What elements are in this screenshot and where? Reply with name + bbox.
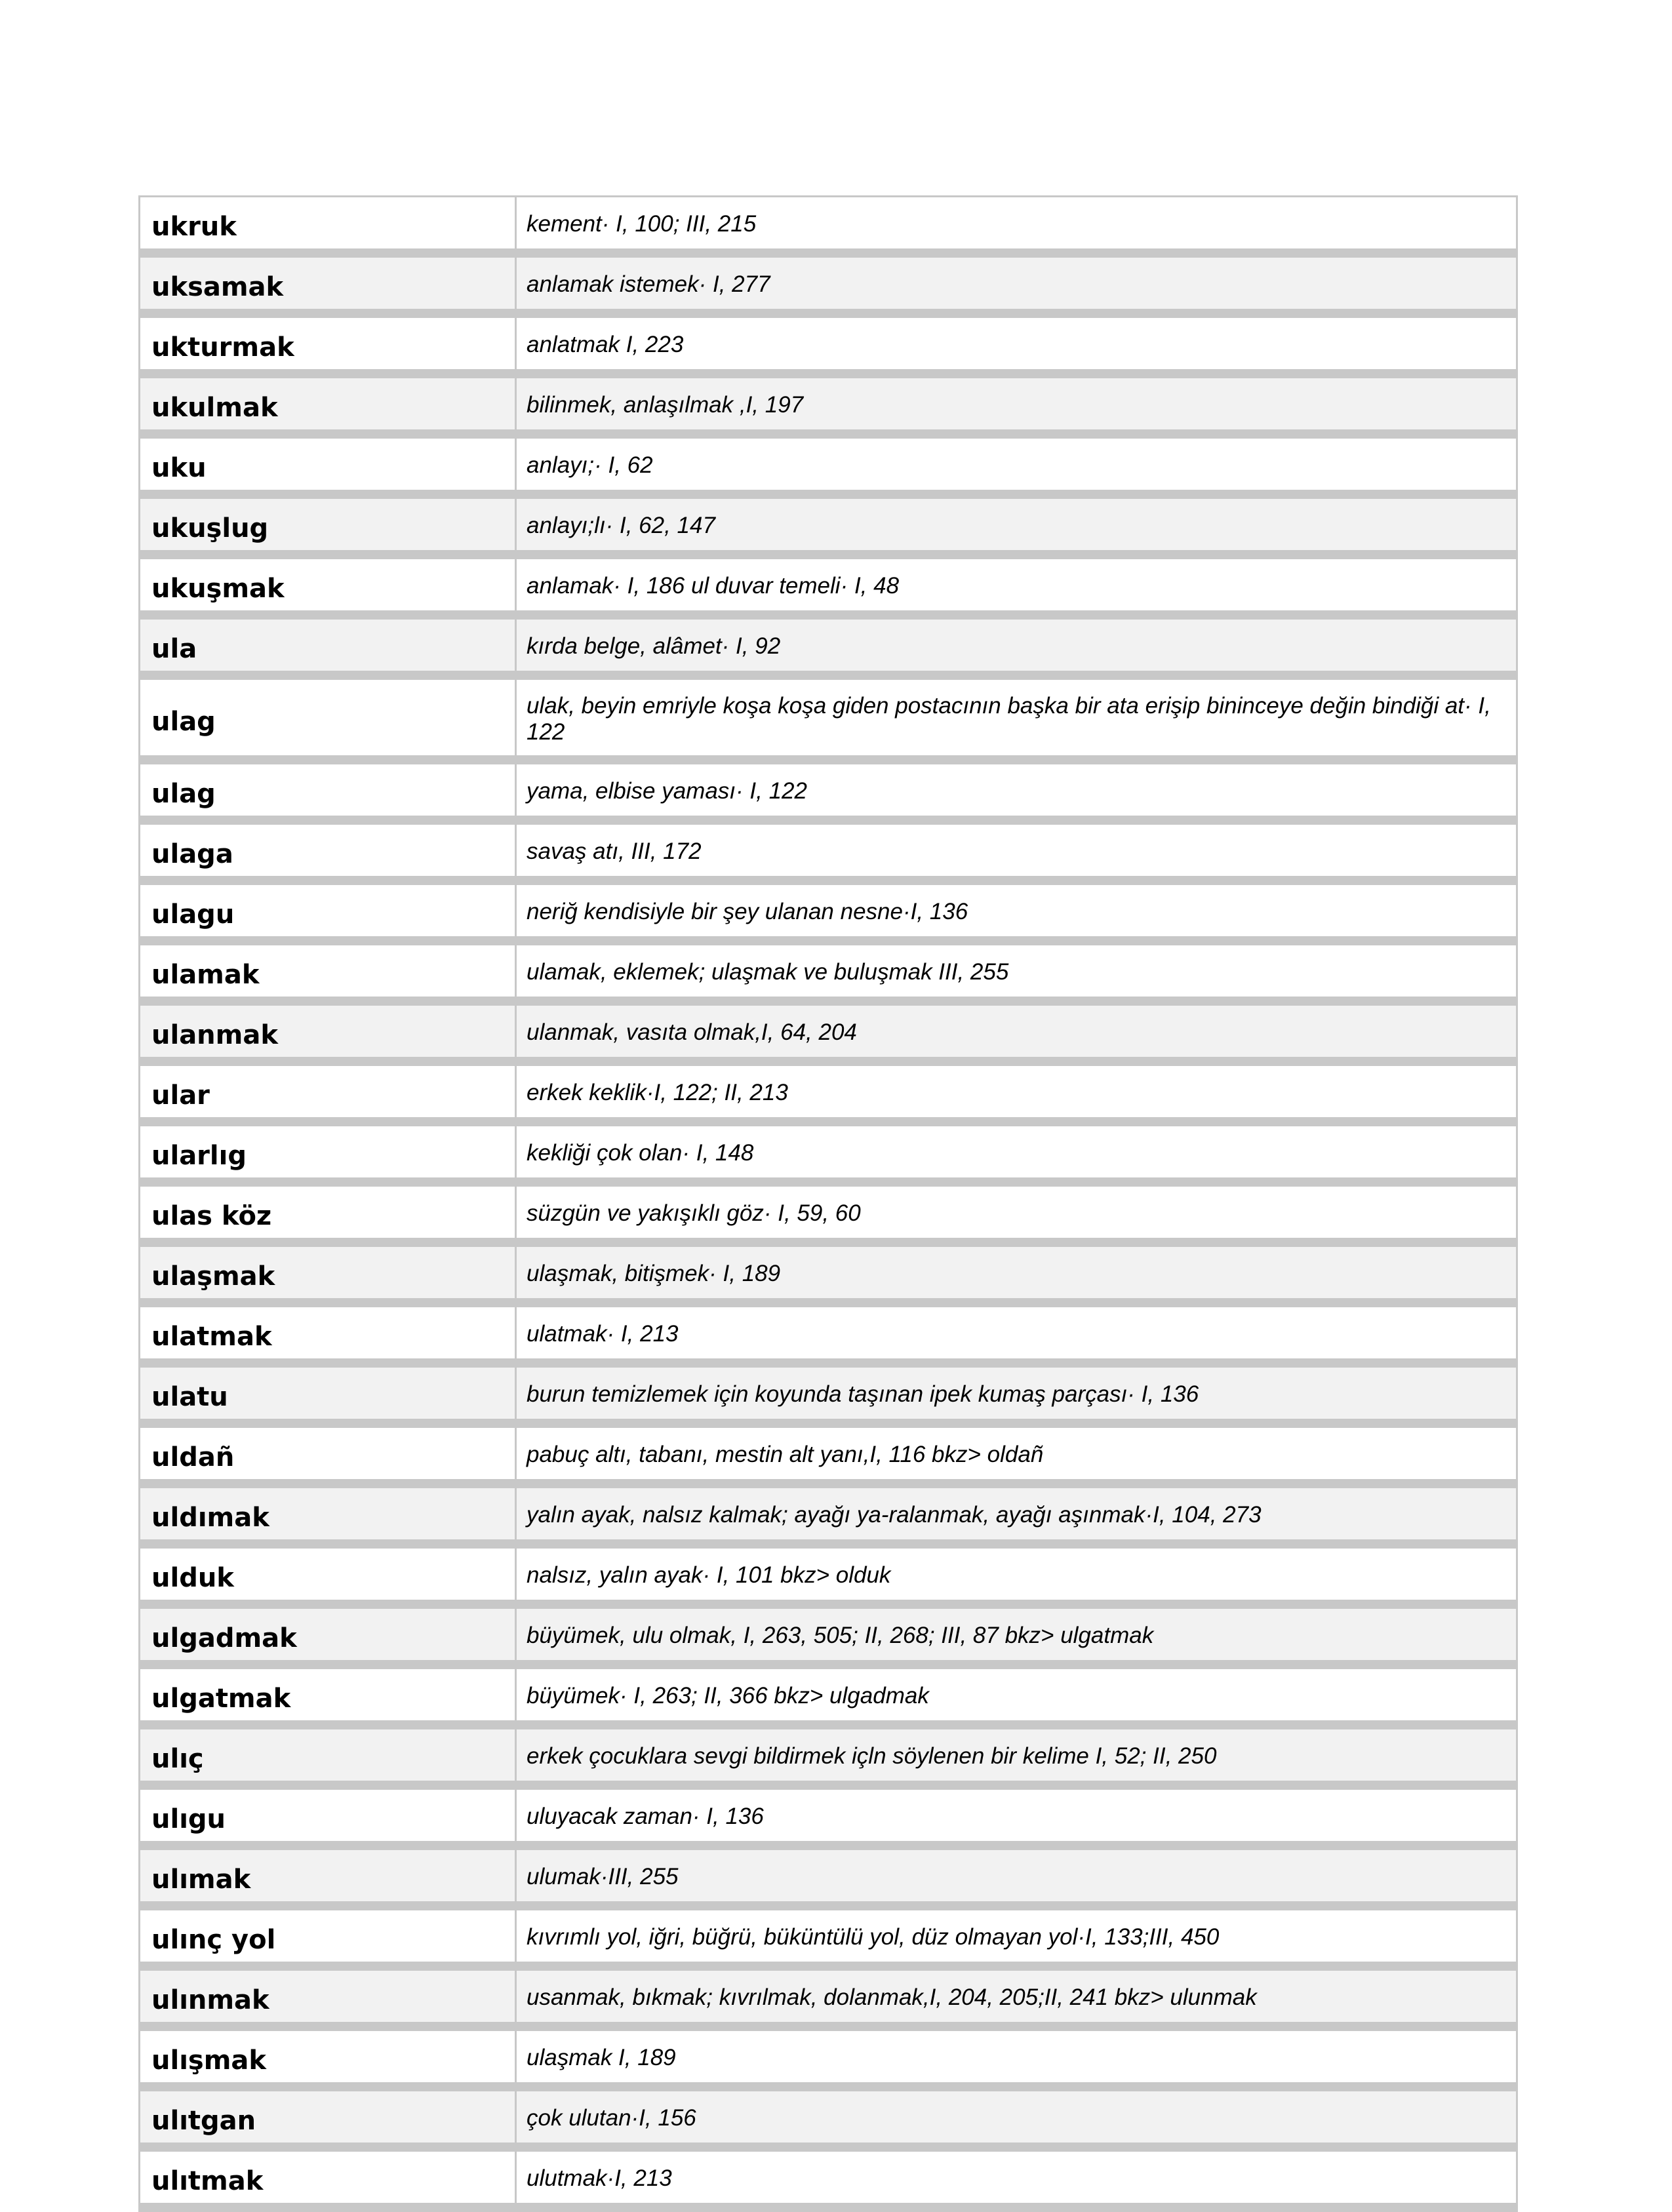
entry-term: uku (140, 434, 516, 494)
table-row (140, 494, 1517, 555)
entry-definition: kement· I, 100; III, 215 (516, 197, 1517, 254)
entry-definition: savaş atı, III, 172 (516, 820, 1517, 880)
table-row (140, 555, 1517, 615)
entry-term: ulaşmak (140, 1242, 516, 1303)
entry-term: ulımak (140, 1846, 516, 1906)
table-row (140, 1001, 1517, 1061)
table-row (140, 1544, 1517, 1604)
table-row (140, 2087, 1517, 2147)
table-row (140, 880, 1517, 941)
entry-definition: usanmak, bıkmak; kıvrılmak, dolanmak,I, 204, 205;II, 241 bkz> ulunmak (516, 1966, 1517, 2026)
table-row (140, 675, 1517, 760)
entry-definition: ulaşmak, bitişmek· I, 189 (516, 1242, 1517, 1303)
table-row (140, 1061, 1517, 1122)
table-row (140, 1242, 1517, 1303)
table-row (140, 1122, 1517, 1182)
table-row (140, 615, 1517, 675)
entry-term: ulas köz (140, 1182, 516, 1242)
entry-definition: süzgün ve yakışıklı göz· I, 59, 60 (516, 1182, 1517, 1242)
entry-definition: burun temizlemek için koyunda taşınan ipek kumaş parçası· I, 136 (516, 1363, 1517, 1423)
entry-term: uldımak (140, 1484, 516, 1544)
entry-term: ula (140, 615, 516, 675)
entry-term: ulduk (140, 1544, 516, 1604)
entry-definition: yalın ayak, nalsız kalmak; ayağı ya-ralanmak, ayağı aşınmak·I, 104, 273 (516, 1484, 1517, 1544)
entry-definition: anlatmak I, 223 (516, 313, 1517, 374)
entry-term: ukulmak (140, 374, 516, 434)
entry-term: ukuşmak (140, 555, 516, 615)
entry-term: ulgadmak (140, 1604, 516, 1665)
entry-definition: kekliği çok olan· I, 148 (516, 1122, 1517, 1182)
entry-definition: anlayı;· I, 62 (516, 434, 1517, 494)
entry-definition: bilinmek, anlaşılmak ,I, 197 (516, 374, 1517, 434)
table-row (140, 941, 1517, 1001)
entry-definition: anlamak istemek· I, 277 (516, 253, 1517, 313)
entry-term: ulatmak (140, 1303, 516, 1363)
entry-definition: kırda belge, alâmet· I, 92 (516, 615, 1517, 675)
entry-definition: çok ulutan·I, 156 (516, 2087, 1517, 2147)
entry-term: ulınç yol (140, 1906, 516, 1966)
entry-definition: ulutmak·I, 213 (516, 2147, 1517, 2207)
entry-definition: ulanmak, vasıta olmak,I, 64, 204 (516, 1001, 1517, 1061)
entry-definition: ulaşmak I, 189 (516, 2026, 1517, 2087)
entry-definition: büyümek· I, 263; II, 366 bkz> ulgadmak (516, 1665, 1517, 1725)
entry-definition: ulak, beyin emriyle koşa koşa giden postacının başka bir ata erişip bininceye değin bindiği at· I, 122 (516, 675, 1517, 760)
entry-term: ulag (140, 760, 516, 820)
entry-definition: pabuç altı, tabanı, mestin alt yanı,I, 116 bkz> oldañ (516, 1423, 1517, 1484)
table-row (140, 1906, 1517, 1966)
entry-definition: erkek çocuklara sevgi bildirmek içln söylenen bir kelime I, 52; II, 250 (516, 1725, 1517, 1785)
table-row (140, 1303, 1517, 1363)
entry-term: ukruk (140, 197, 516, 254)
entry-definition: büyümek, ulu olmak, I, 263, 505; II, 268; III, 87 bkz> ulgatmak (516, 1604, 1517, 1665)
entry-term: ulaga (140, 820, 516, 880)
entry-definition: kıvrımlı yol, iğri, büğrü, büküntülü yol, düz olmayan yol·I, 133;III, 450 (516, 1906, 1517, 1966)
entry-definition: yama, elbise yaması· I, 122 (516, 760, 1517, 820)
table-row (140, 253, 1517, 313)
table-row (140, 1604, 1517, 1665)
entry-term: uldañ (140, 1423, 516, 1484)
entry-term: ulgatmak (140, 1665, 516, 1725)
entry-definition: uluyacak zaman· I, 136 (516, 1785, 1517, 1846)
entry-term: ulıgu (140, 1785, 516, 1846)
table-row (140, 313, 1517, 374)
entry-definition: ulumak·III, 255 (516, 1846, 1517, 1906)
entry-term: ulatu (140, 1363, 516, 1423)
table-row (140, 1423, 1517, 1484)
entry-term: ularlıg (140, 1122, 516, 1182)
table-row (140, 434, 1517, 494)
entry-term: ulagu (140, 880, 516, 941)
table-row (140, 1182, 1517, 1242)
entry-term: ulıtmak (140, 2147, 516, 2207)
entry-term: ulanmak (140, 1001, 516, 1061)
entry-definition: erkek keklik·I, 122; II, 213 (516, 1061, 1517, 1122)
table-row (140, 1363, 1517, 1423)
dictionary-table-body (140, 197, 1517, 2208)
dictionary-table (138, 195, 1518, 2212)
table-row (140, 1665, 1517, 1725)
table-row (140, 1725, 1517, 1785)
entry-definition: nalsız, yalın ayak· I, 101 bkz> olduk (516, 1544, 1517, 1604)
entry-term: ulag (140, 675, 516, 760)
entry-term: ulınmak (140, 1966, 516, 2026)
entry-term: ulıç (140, 1725, 516, 1785)
entry-term: ulıtgan (140, 2087, 516, 2147)
entry-term: ular (140, 1061, 516, 1122)
table-row (140, 374, 1517, 434)
entry-definition: neriğ kendisiyle bir şey ulanan nesne·I, 136 (516, 880, 1517, 941)
table-row (140, 760, 1517, 820)
entry-definition: ulatmak· I, 213 (516, 1303, 1517, 1363)
table-row (140, 2147, 1517, 2207)
entry-term: ulışmak (140, 2026, 516, 2087)
entry-term: ukuşlug (140, 494, 516, 555)
entry-term: uksamak (140, 253, 516, 313)
entry-definition: anlayı;lı· I, 62, 147 (516, 494, 1517, 555)
table-row (140, 1484, 1517, 1544)
table-row (140, 820, 1517, 880)
table-row (140, 1966, 1517, 2026)
entry-definition: ulamak, eklemek; ulaşmak ve buluşmak III, 255 (516, 941, 1517, 1001)
table-row (140, 197, 1517, 254)
entry-term: ukturmak (140, 313, 516, 374)
entry-term: ulamak (140, 941, 516, 1001)
table-row (140, 1846, 1517, 1906)
table-row (140, 1785, 1517, 1846)
entry-definition: anlamak· I, 186 ul duvar temeli· I, 48 (516, 555, 1517, 615)
table-row (140, 2026, 1517, 2087)
